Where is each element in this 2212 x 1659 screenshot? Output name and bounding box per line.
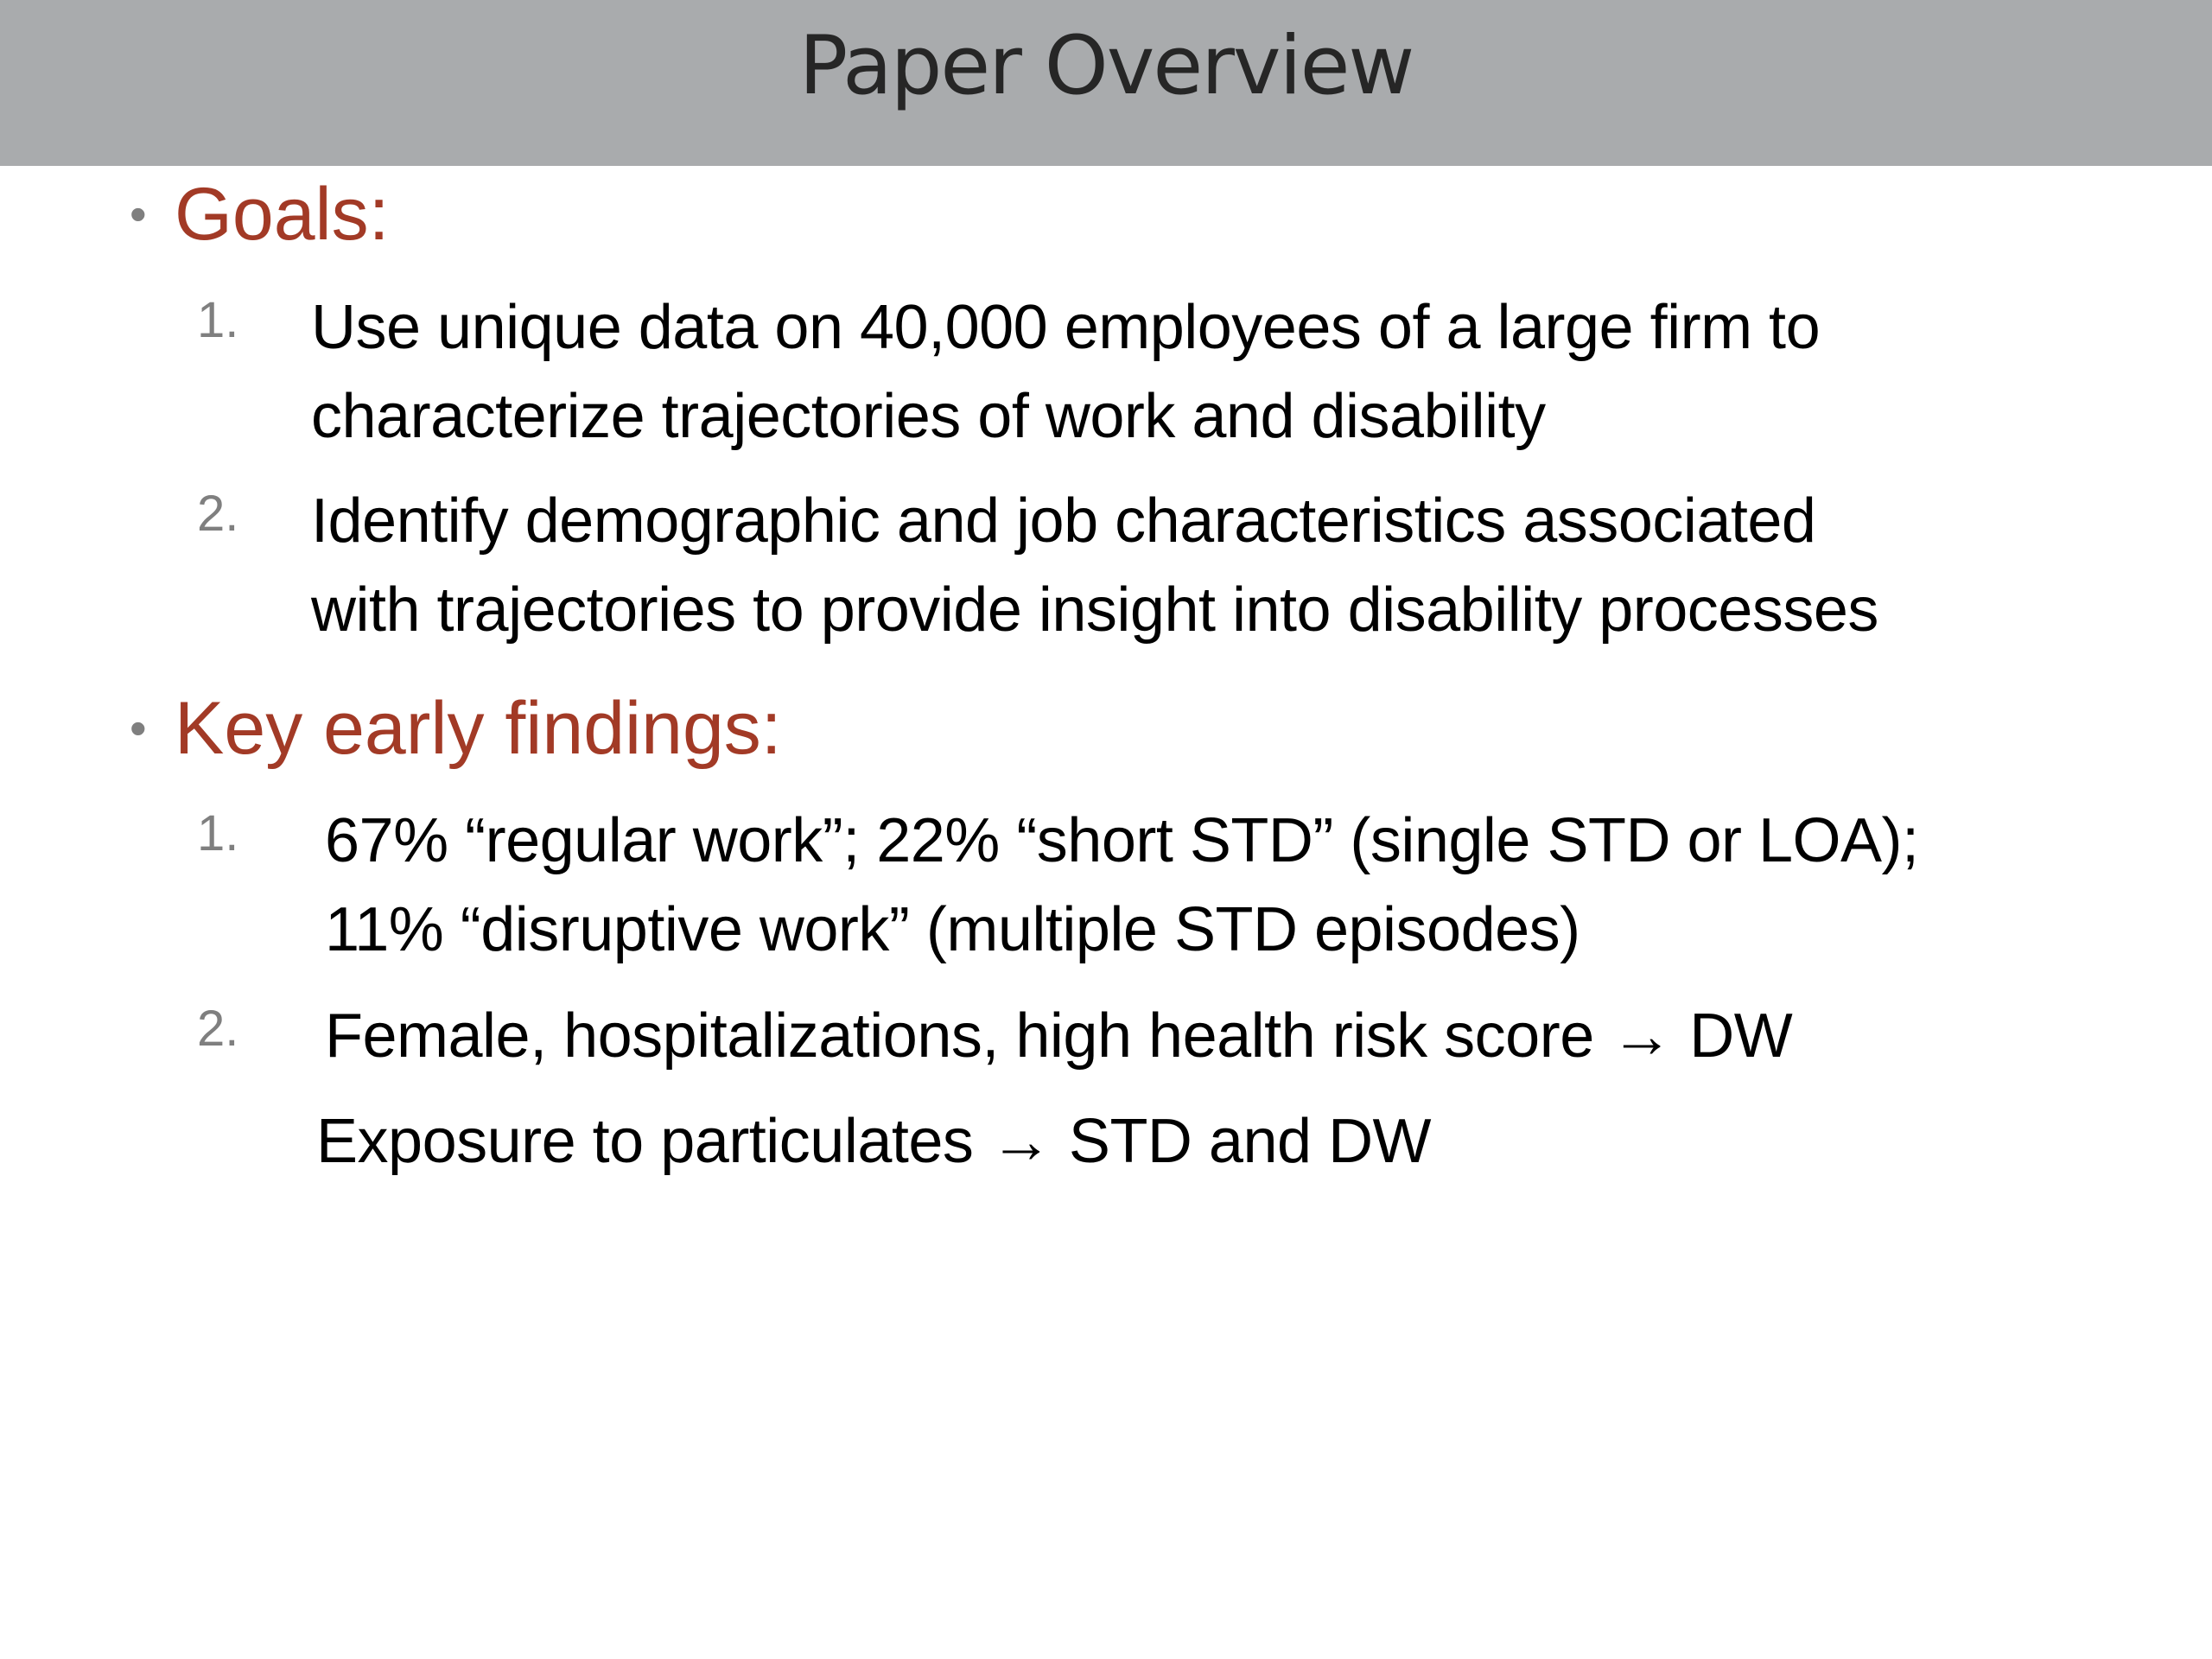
bullet-key-findings	[130, 687, 782, 770]
section-heading-goals: Goals:	[175, 173, 390, 256]
bullet-goals	[130, 173, 390, 256]
findings-extra-line: Exposure to particulates → STD and DW	[316, 1107, 1432, 1176]
bullet-dot-icon: •	[130, 187, 147, 241]
item-number: 1.	[197, 292, 239, 348]
item-text	[325, 797, 1919, 975]
item-text	[325, 992, 1792, 1081]
item-number: 2.	[197, 486, 239, 542]
item-text	[311, 477, 1878, 655]
item-line: Female, hospitalizations, high health risk score → DW	[325, 1001, 1793, 1071]
item-text	[311, 283, 1820, 461]
item-number: 2.	[197, 1001, 239, 1057]
item-line: characterize trajectories of work and disability	[311, 382, 1546, 451]
bullet-dot-icon: •	[130, 701, 147, 755]
slide-title: Paper Overview	[798, 19, 1414, 113]
section-heading-key-findings: Key early findings:	[175, 687, 782, 770]
item-number: 1.	[197, 805, 239, 861]
item-line: 11% “disruptive work” (multiple STD episodes)	[325, 895, 1580, 964]
item-line: Identify demographic and job characteristics associated	[311, 486, 1816, 556]
item-line: 67% “regular work”; 22% “short STD” (single STD or LOA);	[325, 806, 1919, 875]
item-line: Use unique data on 40,000 employees of a large firm to	[311, 293, 1821, 362]
item-line: with trajectories to provide insight into disability processes	[311, 575, 1878, 645]
